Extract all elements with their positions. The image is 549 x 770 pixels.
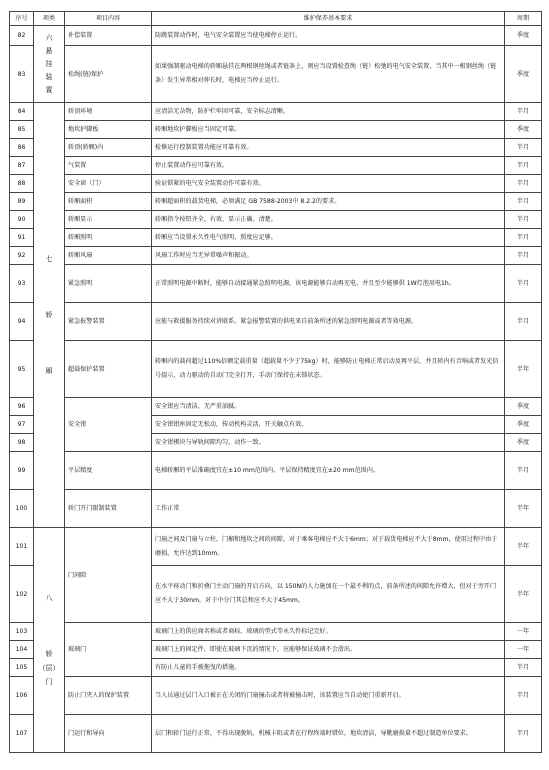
row-item: 轿顶(轿厢)内	[65, 139, 152, 157]
header-item: 项目内容	[65, 12, 152, 26]
row-requirement: 工作正常	[152, 490, 505, 528]
row-requirement: 门扇之间及门扇与立柱、门楣和地坎之间的间隙，对于乘客电梯应不大于6mm；对于载货电梯应不大于8mm，使用过程中由于磨损，允许达到10mm。	[152, 528, 505, 566]
table-row	[10, 139, 542, 157]
row-period: 半月	[505, 303, 542, 341]
row-period: 季度	[505, 434, 542, 452]
row-requirement: 检修运行控制装置功能应可靠有效。	[152, 139, 505, 157]
row-requirement: 应能与救援服务持续对讲联系。紧急报警装置的供电来自前条所述的紧急照明电源或者等效电源。	[152, 303, 505, 341]
table-row	[10, 175, 542, 193]
row-period: 半月	[505, 247, 542, 265]
row-no: 107	[10, 715, 34, 753]
table-row	[10, 528, 542, 566]
row-item-glass-door: 玻璃门	[65, 623, 152, 677]
row-requirement: 如果强制驱动电梯的轿厢悬挂在两根钢丝绳或者链条上，则应当设置检查绳（链）松弛的电气安全装置，当其中一根钢丝绳（链条）发生异常相对伸长时，电梯应当停止运行。	[152, 46, 505, 103]
row-requirement: 安全钳钳座固定无松动，传动机构灵活，开关触点有效。	[152, 416, 505, 434]
row-requirement: 风扇工作时应当无异常噪声和振动。	[152, 247, 505, 265]
row-item: 轿厢显示	[65, 211, 152, 229]
row-item: 轿门开门限制装置	[65, 490, 152, 528]
row-period: 半年	[505, 490, 542, 528]
table-row	[10, 341, 542, 398]
row-item: 紧急照明	[65, 265, 152, 303]
row-no: 89	[10, 193, 34, 211]
header-period: 周期	[505, 12, 542, 26]
row-period: 季度	[505, 46, 542, 103]
row-period: 半年	[505, 341, 542, 398]
row-period: 半月	[505, 677, 542, 715]
row-no: 87	[10, 157, 34, 175]
row-requirement: 在水平移动门和折叠门主动门扇的开启方向，以 150N的人力施加在一个最不利的点，前条所述的间隙允许增大，但对于旁开门应不大于30mm，对于中分门其总和应不大于45mm。	[152, 566, 505, 623]
row-no: 93	[10, 265, 34, 303]
row-no: 104	[10, 641, 34, 659]
row-requirement: 电梯轿厢的平层准确度宜在±10 mm范围内。平层保持精度宜在±20 mm范围内。	[152, 452, 505, 490]
table-row	[10, 715, 542, 753]
row-no: 103	[10, 623, 34, 641]
table-row	[10, 623, 542, 641]
row-item: 轿厢风扇	[65, 247, 152, 265]
row-period: 半月	[505, 715, 542, 753]
category-8: 八 轿 （层） 门	[34, 528, 65, 753]
header-category: 项类	[34, 12, 65, 26]
category-6: 六 悬 挂 装 置	[34, 26, 65, 103]
row-item: 轿厢照明	[65, 229, 152, 247]
row-item: 平层精度	[65, 452, 152, 490]
row-item: 地坎护脚板	[65, 121, 152, 139]
table-row	[10, 677, 542, 715]
row-period: 半月	[505, 211, 542, 229]
row-requirement: 安全钳楔块与导轨间隙均匀，动作一致。	[152, 434, 505, 452]
row-no: 85	[10, 121, 34, 139]
table-row	[10, 103, 542, 121]
maintenance-table	[9, 11, 542, 753]
table-row	[10, 452, 542, 490]
row-requirement: 玻璃门上的供应商名称或者商标、玻璃的型式等永久性标记完好。	[152, 623, 505, 641]
row-period: 半年	[505, 528, 542, 566]
table-row	[10, 193, 542, 211]
row-no: 82	[10, 26, 34, 46]
row-no: 91	[10, 229, 34, 247]
row-no: 94	[10, 303, 34, 341]
row-period: 一年	[505, 623, 542, 641]
row-requirement: 轿厢超面积的载货电梯，必须满足 GB 7588-2003中 8.2.2的要求。	[152, 193, 505, 211]
row-requirement: 当人员通过层门入口被正在关闭的门扇撞击或者将被撞击时，该装置应当自动使门重新开启。	[152, 677, 505, 715]
table-row	[10, 229, 542, 247]
row-no: 101	[10, 528, 34, 566]
row-no: 90	[10, 211, 34, 229]
row-item: 轿顶环境	[65, 103, 152, 121]
row-requirement: 轿厢应当设置永久性电气照明，照度应足够。	[152, 229, 505, 247]
row-no: 88	[10, 175, 34, 193]
row-requirement: 防跳装置动作时，电气安全装置应当使电梯停止运行。	[152, 26, 505, 46]
row-requirement: 轿厢地坎护脚板应当固定可靠。	[152, 121, 505, 139]
table-row	[10, 247, 542, 265]
row-no: 99	[10, 452, 34, 490]
row-item: 气装置	[65, 157, 152, 175]
table-row	[10, 211, 542, 229]
row-no: 97	[10, 416, 34, 434]
row-item: 松绳(链)保护	[65, 46, 152, 103]
maintenance-table-container	[9, 11, 541, 753]
row-no: 100	[10, 490, 34, 528]
row-no: 84	[10, 103, 34, 121]
table-row	[10, 398, 542, 416]
table-row	[10, 490, 542, 528]
row-item: 轿厢面积	[65, 193, 152, 211]
category-7: 七 轿 厢	[34, 103, 65, 528]
row-no: 86	[10, 139, 34, 157]
table-row	[10, 26, 542, 46]
row-no: 102	[10, 566, 34, 623]
table-header-row	[10, 12, 542, 26]
row-requirement: 正常照明电源中断时，能够自动接通紧急照明电源，该电源能够自动再充电，并且至少能够供 1W灯泡用电1h。	[152, 265, 505, 303]
row-period: 半月	[505, 103, 542, 121]
row-requirement: 验证锁紧的电气安全装置动作可靠有效。	[152, 175, 505, 193]
row-item: 门运行和导向	[65, 715, 152, 753]
row-period: 半年	[505, 566, 542, 623]
row-item: 防止门夹人的保护装置	[65, 677, 152, 715]
row-period: 半月	[505, 229, 542, 247]
header-no: 序号	[10, 12, 34, 26]
row-period: 半月	[505, 659, 542, 677]
row-item-safety-gear: 安全钳	[65, 398, 152, 452]
row-no: 98	[10, 434, 34, 452]
row-period: 季度	[505, 26, 542, 46]
row-requirement: 停止装置动作应可靠有效。	[152, 157, 505, 175]
row-no: 92	[10, 247, 34, 265]
row-period: 季度	[505, 121, 542, 139]
row-item: 安全窗（门）	[65, 175, 152, 193]
row-period: 半月	[505, 157, 542, 175]
row-item: 超载保护装置	[65, 341, 152, 398]
table-row	[10, 121, 542, 139]
table-row	[10, 265, 542, 303]
table-row	[10, 303, 542, 341]
row-period: 一年	[505, 641, 542, 659]
row-no: 96	[10, 398, 34, 416]
row-requirement: 应清洁无杂物，防护栏牢固可靠，安全标志清晰。	[152, 103, 505, 121]
row-period: 半月	[505, 139, 542, 157]
table-row	[10, 46, 542, 103]
row-requirement: 玻璃门上的固定件，即使在玻璃下沉的情况下，应能够保证玻璃不会滑出。	[152, 641, 505, 659]
row-requirement: 轿厢指令按钮齐全、有效，显示正确、清楚。	[152, 211, 505, 229]
table-row	[10, 157, 542, 175]
row-period: 半月	[505, 193, 542, 211]
row-period: 季度	[505, 398, 542, 416]
row-period: 半月	[505, 265, 542, 303]
row-period: 季度	[505, 416, 542, 434]
row-no: 106	[10, 677, 34, 715]
row-item: 紧急报警装置	[65, 303, 152, 341]
row-no: 95	[10, 341, 34, 398]
row-requirement: 层门和轿门运行正常，不得出现脱轨、机械卡阻或者在行程终端时错位，地坎清洁，导靴磨损量不超过制造单位要求。	[152, 715, 505, 753]
row-item-door-gap: 门间隙	[65, 528, 152, 623]
row-requirement: 有防止儿童的手被拖曳的措施。	[152, 659, 505, 677]
row-requirement: 轿厢内的载荷超过110%倍额定载重量（超载量不少于75kg）时，能够防止电梯正常启动及再平层，并且轿内有音响或者发光信号提示，动力驱动的自动门完全打开，手动门保持在未锁状态。	[152, 341, 505, 398]
row-no: 105	[10, 659, 34, 677]
row-requirement: 安全钳应当清洁，无严重油腻。	[152, 398, 505, 416]
row-period: 半月	[505, 175, 542, 193]
row-item: 补偿装置	[65, 26, 152, 46]
row-period: 半月	[505, 452, 542, 490]
row-no: 83	[10, 46, 34, 103]
header-requirement: 维护保养基本要求	[152, 12, 505, 26]
